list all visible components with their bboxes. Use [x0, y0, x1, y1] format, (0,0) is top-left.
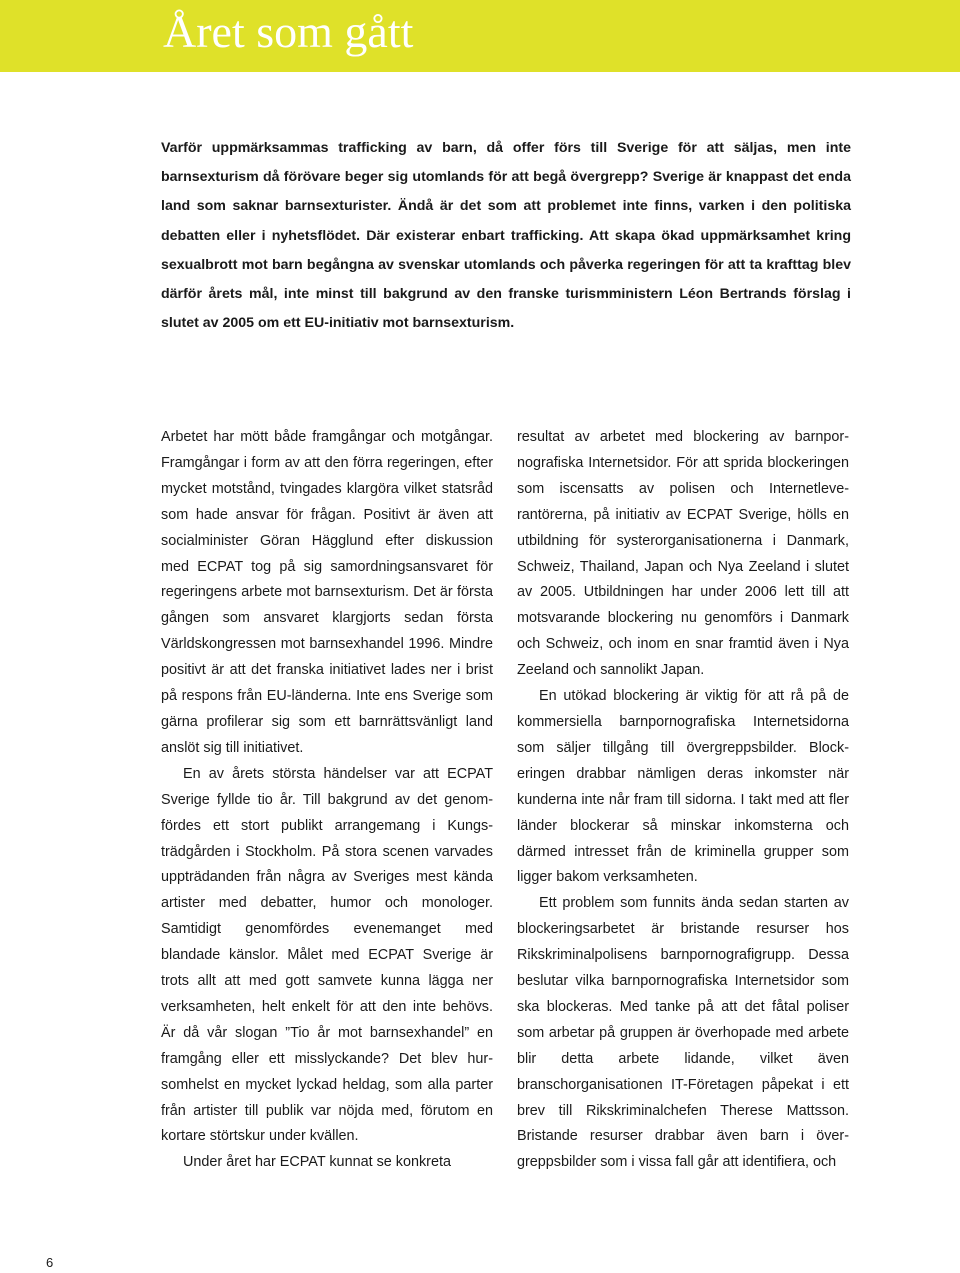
body-column-right [517, 425, 849, 1176]
body-paragraph: resultat av arbetet med blockering av barnpornografiska Internetsidor. För att sprida blockeringen som iscensatts av polisen och Internetleverantörerna, på initiativ av ECPAT Sverige, hölls en utbildning för systerorganisationerna i Danmark, Schweiz, Thailand, Japan och Nya Zeeland i slutet av 2005. Utbildningen har under 2006 lett till att motsvarande blockering nu genomförs i Danmark och Schweiz, och inom en snar framtid även i Nya Zeeland och sannolikt Japan. [517, 429, 849, 679]
body-paragraph: Arbetet har mött både framgångar och motgångar. Framgångar i form av att den förra regeringen, efter mycket motstånd, tvingades klargöra vilket statsråd som hade ansvar för frågan. Positivt är även att socialminister Göran Hägglund efter diskussion med ECPAT tog på sig samordningsansvaret för regeringens arbete mot barnsexturism. Det är första gången som ansvaret klargjorts sedan första Världskongressen mot barnsexhandel 1996. Mindre positivt är att det franska initiativet lades ner i brist på respons från EU-länderna. Inte ens Sverige som gärna profilerar sig som ett barnrättsvänligt land anslöt sig till initiativet. [161, 429, 493, 756]
header-band [0, 0, 960, 72]
body-paragraph: Ett problem som funnits ända sedan starten av blockeringsarbetet är bristande resurser hos Rikskriminalpolisens barnpornografigrupp. Dessa beslutar vilka barnpornografiska Internetsidor som ska blockeras. Med tanke på att det fåtal poliser som arbetar på gruppen är överhopade med arbete blir detta arbete lidande, vilket även branschorganisationen IT-Företagen påpekat i ett brev till Rikskriminalchefen Therese Mattsson. Bristande resurser drabbar även barn i övergreppsbilder som i vissa fall går att identifiera, och [517, 895, 849, 1171]
body-paragraph: Under året har ECPAT kunnat se konkreta [183, 1154, 451, 1171]
page-title: Året som gått [163, 6, 414, 57]
body-column-left [161, 425, 493, 1176]
lead-paragraph: Varför uppmärksammas trafficking av barn, då offer förs till Sverige för att säljas, men inte barnsexturism då förövare beger sig utomlands för att begå övergrepp? Sverige är knappast det enda land som saknar barnsexturister. Ändå är det som att problemet inte finns, varken i den politiska debatten eller i nyhetsflödet. Där existerar enbart trafficking. Att skapa ökad uppmärksamhet kring sexualbrott mot barn begångna av svenskar utomlands och påverka regeringen för att ta krafttag blev därför årets mål, inte minst till bakgrund av den franske turismministern Léon Bertrands förslag i slutet av 2005 om ett EU-initiativ mot barnsexturism. [161, 140, 851, 332]
body-paragraph: En av årets största händelser var att ECPAT Sverige fyllde tio år. Till bakgrund av det genomfördes ett stort publikt arrangemang i Kungsträdgården i Stockholm. På stora scenen varvades uppträdanden från några av Sveriges mest kända artister med debatter, humor och monologer. Samtidigt genomfördes evenemanget med blandade känslor. Målet med ECPAT Sverige är trots allt att med gott samvete kunna lägga ner verksamheten, helt enkelt för att den inte behövs. Är då vår slogan ”Tio år mot barnsexhandel” en framgång eller ett misslyckande? Det blev hursomhelst en mycket lyckad heldag, som alla parter från artister till publik var nöjda med, förutom en kortare störtskur under kvällen. [161, 765, 493, 1145]
page-number: 6 [46, 1255, 54, 1270]
body-paragraph: En utökad blockering är viktig för att rå på de kommersiella barnpornografiska Internetsidorna som säljer tillgång till övergreppsbilder. Blockeringen drabbar nämligen deras inkomster när kunderna inte når fram till sidorna. I takt med att fler länder blockerar så minskar inkomsterna och därmed intresset från de kriminella grupper som ligger bakom verksamheten. [517, 688, 849, 886]
